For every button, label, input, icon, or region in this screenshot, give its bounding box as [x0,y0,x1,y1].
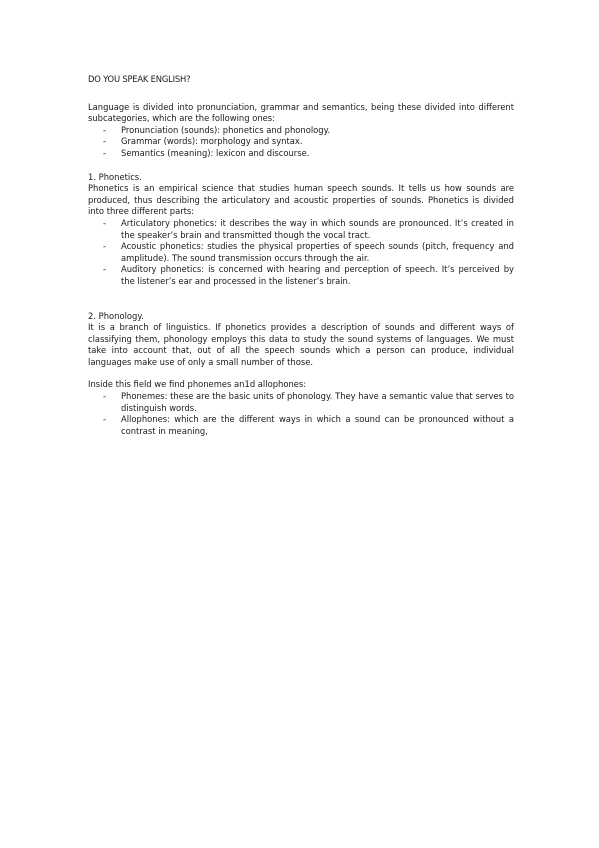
section-heading-phonetics: 1. Phonetics. [88,171,142,182]
list-item: - Articulatory phonetics: it describes the way in which sounds are pronounced. It’s created in the speaker’s brain and transmitted though the vocal tract. [103,217,514,240]
phonology-list [88,391,514,437]
list-item: - Grammar (words): morphology and syntax. [103,136,303,147]
list-item: - Allophones: which are the different ways in which a sound can be pronounced without a contrast in meaning, [103,414,514,436]
list-item: - Auditory phonetics: is concerned with hearing and perception of speech. It’s perceived by the listener’s ear and processed in the listener’s brain. [103,264,514,286]
section-heading-phonology: 2. Phonology. [88,310,144,321]
phonetics-list [88,218,514,288]
phonology-intro-paragraph: Inside this field we find phonemes an1d allophones: [88,379,307,390]
dash-bullet: - [103,414,107,425]
dash-bullet: - [103,264,107,275]
document-title: DO YOU SPEAK ENGLISH? [88,74,191,84]
dash-bullet: - [103,136,107,147]
dash-bullet: - [103,241,107,252]
list-item: - Phonemes: these are the basic units of phonology. They have a semantic value that serves to distinguish words. [103,391,514,413]
list-item: - Acoustic phonetics: studies the physical properties of speech sounds (pitch, frequency and amplitude). The sound transmission occurs through the air. [103,241,514,263]
dash-bullet: - [103,217,107,228]
document-page [88,74,514,437]
phonetics-paragraph: Phonetics is an empirical science that studies human speech sounds. It tells us how sounds are produced, thus describing the articulatory and acoustic properties of sounds. Phonetics is divided into three different parts: [88,183,514,217]
dash-bullet: - [103,391,107,402]
intro-paragraph: Language is divided into pronunciation, grammar and semantics, being these divided into different subcategories, which are the following ones: [88,101,514,124]
dash-bullet: - [103,124,107,135]
list-item: - Semantics (meaning): lexicon and discourse. [103,147,310,158]
dash-bullet: - [103,147,107,158]
phonology-paragraph: It is a branch of linguistics. If phonetics provides a description of sounds and different ways of classifying them, phonology employs this data to study the sound systems of languages. We must take into account that, out of all the speech sounds which a person can produce, individual languages make use of only a small number of those. [88,322,514,367]
list-item: - Pronunciation (sounds): phonetics and phonology. [103,124,331,135]
intro-list [88,125,514,160]
